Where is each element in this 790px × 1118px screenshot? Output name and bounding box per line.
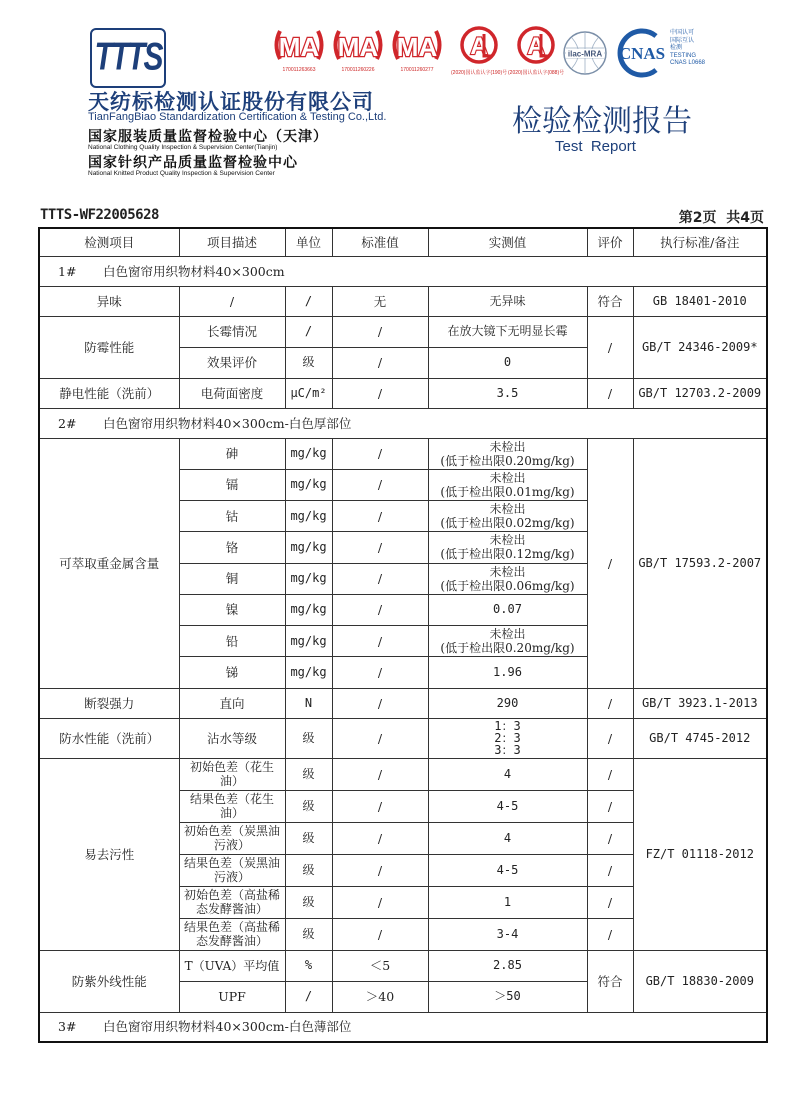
- standard-value: /: [332, 469, 428, 500]
- standard-value: /: [332, 822, 428, 854]
- standard-value: /: [332, 918, 428, 950]
- center1-name-cn: 国家服装质量监督检验中心（天津）: [88, 129, 328, 145]
- item-description: 初始色差（炭黑油污液）: [179, 822, 285, 854]
- table-row: [39, 316, 767, 347]
- standard-value: /: [332, 378, 428, 408]
- item-description: 铬: [179, 532, 285, 563]
- cal-mark: [508, 26, 564, 76]
- ttts-logo: TTTS: [90, 28, 166, 88]
- sample-number: 2#: [58, 415, 77, 431]
- item-description: 结果色差（炭黑油污液）: [179, 854, 285, 886]
- sample-cell: [39, 256, 767, 286]
- unit: N: [285, 688, 332, 718]
- item-description: 沾水等级: [179, 718, 285, 758]
- unit: μC/m²: [285, 378, 332, 408]
- standard-value: /: [332, 594, 428, 625]
- measured-value: 未检出 (低于检出限0.02mg/kg): [428, 501, 587, 532]
- measured-value: 无异味: [428, 286, 587, 316]
- test-item: 易去污性: [39, 758, 179, 950]
- item-description: 初始色差（高盐稀态发酵酱油）: [179, 886, 285, 918]
- sample-description: 白色窗帘用织物材料40×300cm: [103, 263, 285, 279]
- standard-value: /: [332, 657, 428, 688]
- test-item: 静电性能（洗前）: [39, 378, 179, 408]
- measured-value: 4-5: [428, 854, 587, 886]
- evaluation: /: [587, 918, 633, 950]
- standard-reference: GB 18401-2010: [633, 286, 767, 316]
- item-description: 直向: [179, 688, 285, 718]
- evaluation: /: [587, 886, 633, 918]
- item-description: /: [179, 286, 285, 316]
- evaluation: /: [587, 316, 633, 378]
- column-header: 项目描述: [179, 228, 285, 256]
- standard-value: /: [332, 854, 428, 886]
- item-description: 铅: [179, 626, 285, 657]
- unit: mg/kg: [285, 563, 332, 594]
- unit: /: [285, 316, 332, 347]
- table-row: [39, 438, 767, 469]
- standard-value: /: [332, 316, 428, 347]
- evaluation: /: [587, 822, 633, 854]
- evaluation: /: [587, 854, 633, 886]
- measured-value: 4: [428, 758, 587, 790]
- measured-value: 0: [428, 347, 587, 378]
- test-item: 可萃取重金属含量: [39, 438, 179, 688]
- item-description: 初始色差（花生油）: [179, 758, 285, 790]
- standard-reference: FZ/T 01118-2012: [633, 758, 767, 950]
- item-description: 电荷面密度: [179, 378, 285, 408]
- report-number: TTTS-WF22005628: [40, 207, 159, 223]
- unit: 级: [285, 347, 332, 378]
- sample-cell: [39, 408, 767, 438]
- sample-row: [39, 1012, 767, 1042]
- item-description: 结果色差（花生油）: [179, 790, 285, 822]
- measured-value: 未检出 (低于检出限0.20mg/kg): [428, 626, 587, 657]
- standard-reference: GB/T 24346-2009*: [633, 316, 767, 378]
- measured-value: 未检出 (低于检出限0.06mg/kg): [428, 563, 587, 594]
- item-description: 长霉情况: [179, 316, 285, 347]
- standard-value: /: [332, 718, 428, 758]
- unit: 级: [285, 918, 332, 950]
- measured-value: 3-4: [428, 918, 587, 950]
- table-row: [39, 378, 767, 408]
- measured-value: 在放大镜下无明显长霉: [428, 316, 587, 347]
- evaluation: 符合: [587, 950, 633, 1012]
- company-name-cn: 天纺标检测认证股份有限公司: [88, 90, 374, 114]
- standard-reference: GB/T 12703.2-2009: [633, 378, 767, 408]
- table-row: [39, 718, 767, 758]
- standard-reference: GB/T 17593.2-2007: [633, 438, 767, 688]
- report-title-en: Test Report: [555, 138, 636, 155]
- unit: 级: [285, 854, 332, 886]
- unit: mg/kg: [285, 469, 332, 500]
- standard-value: ＞40: [332, 981, 428, 1012]
- unit: /: [285, 286, 332, 316]
- item-description: 砷: [179, 438, 285, 469]
- column-header: 评价: [587, 228, 633, 256]
- test-item: 防水性能（洗前）: [39, 718, 179, 758]
- item-description: 结果色差（高盐稀态发酵酱油）: [179, 918, 285, 950]
- test-item: 异味: [39, 286, 179, 316]
- item-description: 钴: [179, 501, 285, 532]
- table-row: [39, 950, 767, 981]
- standard-reference: GB/T 3923.1-2013: [633, 688, 767, 718]
- unit: mg/kg: [285, 626, 332, 657]
- unit: mg/kg: [285, 594, 332, 625]
- test-results-table: [38, 227, 768, 1043]
- standard-value: /: [332, 688, 428, 718]
- table-row: [39, 286, 767, 316]
- cert-code: 170011263663: [282, 67, 316, 73]
- svg-text:A: A: [470, 33, 488, 60]
- sample-number: 3#: [58, 1019, 77, 1035]
- measured-value: 1：3 2：3 3：3: [428, 718, 587, 758]
- standard-value: /: [332, 626, 428, 657]
- sample-description: 白色窗帘用织物材料40×300cm-白色薄部位: [103, 1019, 352, 1035]
- company-name-en: TianFangBiao Standardization Certification & Testing Co.,Ltd.: [88, 111, 387, 123]
- svg-text:CNAS: CNAS: [618, 44, 666, 63]
- test-item: 防紫外线性能: [39, 950, 179, 1012]
- sample-number: 1#: [58, 263, 77, 279]
- measured-value: 未检出 (低于检出限0.20mg/kg): [428, 438, 587, 469]
- column-header: 检测项目: [39, 228, 179, 256]
- evaluation: /: [587, 378, 633, 408]
- evaluation: 符合: [587, 286, 633, 316]
- item-description: 锑: [179, 657, 285, 688]
- measured-value: 未检出 (低于检出限0.01mg/kg): [428, 469, 587, 500]
- standard-value: /: [332, 438, 428, 469]
- column-header: 执行标准/备注: [633, 228, 767, 256]
- cert-code: (2020)国认监认字(190)号: [451, 70, 508, 76]
- unit: /: [285, 981, 332, 1012]
- svg-text:A: A: [527, 33, 545, 60]
- table-row: [39, 758, 767, 790]
- center2-name-cn: 国家针织产品质量监督检验中心: [88, 155, 298, 171]
- standard-reference: GB/T 18830-2009: [633, 950, 767, 1012]
- item-description: 镍: [179, 594, 285, 625]
- measured-value: 2.85: [428, 950, 587, 981]
- measured-value: ＞50: [428, 981, 587, 1012]
- standard-value: /: [332, 563, 428, 594]
- sample-row: [39, 408, 767, 438]
- column-header: 标准值: [332, 228, 428, 256]
- center2-name-en: National Knitted Product Quality Inspection & Supervision Center: [88, 170, 275, 177]
- unit: mg/kg: [285, 438, 332, 469]
- unit: 级: [285, 790, 332, 822]
- measured-value: 4-5: [428, 790, 587, 822]
- unit: mg/kg: [285, 532, 332, 563]
- measured-value: 0.07: [428, 594, 587, 625]
- cnas-logo: CNAS 中国认可 国际互认 检测 TESTING CNAS L0668: [612, 28, 732, 82]
- item-description: 铜: [179, 563, 285, 594]
- unit: 级: [285, 718, 332, 758]
- measured-value: 未检出 (低于检出限0.12mg/kg): [428, 532, 587, 563]
- ilac-mra-logo: [562, 30, 608, 80]
- cert-code: (2020)国认监认字(088)号: [508, 70, 565, 76]
- evaluation: /: [587, 688, 633, 718]
- measured-value: 3.5: [428, 378, 587, 408]
- cma-mark: [331, 28, 385, 73]
- report-title-cn: 检验检测报告: [512, 104, 692, 139]
- unit: 级: [285, 886, 332, 918]
- standard-value: /: [332, 886, 428, 918]
- evaluation: /: [587, 438, 633, 688]
- standard-value: /: [332, 790, 428, 822]
- cert-code: 170011260277: [400, 67, 434, 73]
- table-header-row: [39, 228, 767, 256]
- cma-mark: [390, 28, 444, 73]
- standard-value: /: [332, 501, 428, 532]
- svg-text:MA: MA: [278, 32, 320, 62]
- standard-value: 无: [332, 286, 428, 316]
- test-item: 断裂强力: [39, 688, 179, 718]
- svg-text:MA: MA: [337, 32, 379, 62]
- standard-value: /: [332, 347, 428, 378]
- standard-value: ＜5: [332, 950, 428, 981]
- evaluation: /: [587, 758, 633, 790]
- sample-cell: [39, 1012, 767, 1042]
- unit: 级: [285, 758, 332, 790]
- unit: %: [285, 950, 332, 981]
- item-description: UPF: [179, 981, 285, 1012]
- unit: mg/kg: [285, 501, 332, 532]
- page-info: 第2页 共4页: [678, 210, 764, 226]
- sample-row: [39, 256, 767, 286]
- test-item: 防霉性能: [39, 316, 179, 378]
- svg-text:ilac-MRA: ilac-MRA: [567, 49, 603, 59]
- sample-description: 白色窗帘用织物材料40×300cm-白色厚部位: [103, 415, 352, 431]
- unit: 级: [285, 822, 332, 854]
- cal-mark: [451, 26, 507, 76]
- cma-mark: [272, 28, 326, 73]
- standard-value: /: [332, 532, 428, 563]
- item-description: 效果评价: [179, 347, 285, 378]
- svg-text:MA: MA: [396, 32, 438, 62]
- column-header: 实测值: [428, 228, 587, 256]
- center1-name-en: National Clothing Quality Inspection & Supervision Center(Tianjin): [88, 144, 278, 151]
- unit: mg/kg: [285, 657, 332, 688]
- table-row: [39, 688, 767, 718]
- evaluation: /: [587, 718, 633, 758]
- standard-value: /: [332, 758, 428, 790]
- item-description: 镉: [179, 469, 285, 500]
- evaluation: /: [587, 790, 633, 822]
- measured-value: 1.96: [428, 657, 587, 688]
- measured-value: 1: [428, 886, 587, 918]
- standard-reference: GB/T 4745-2012: [633, 718, 767, 758]
- measured-value: 290: [428, 688, 587, 718]
- cert-code: 170011260226: [341, 67, 375, 73]
- column-header: 单位: [285, 228, 332, 256]
- item-description: T（UVA）平均值: [179, 950, 285, 981]
- measured-value: 4: [428, 822, 587, 854]
